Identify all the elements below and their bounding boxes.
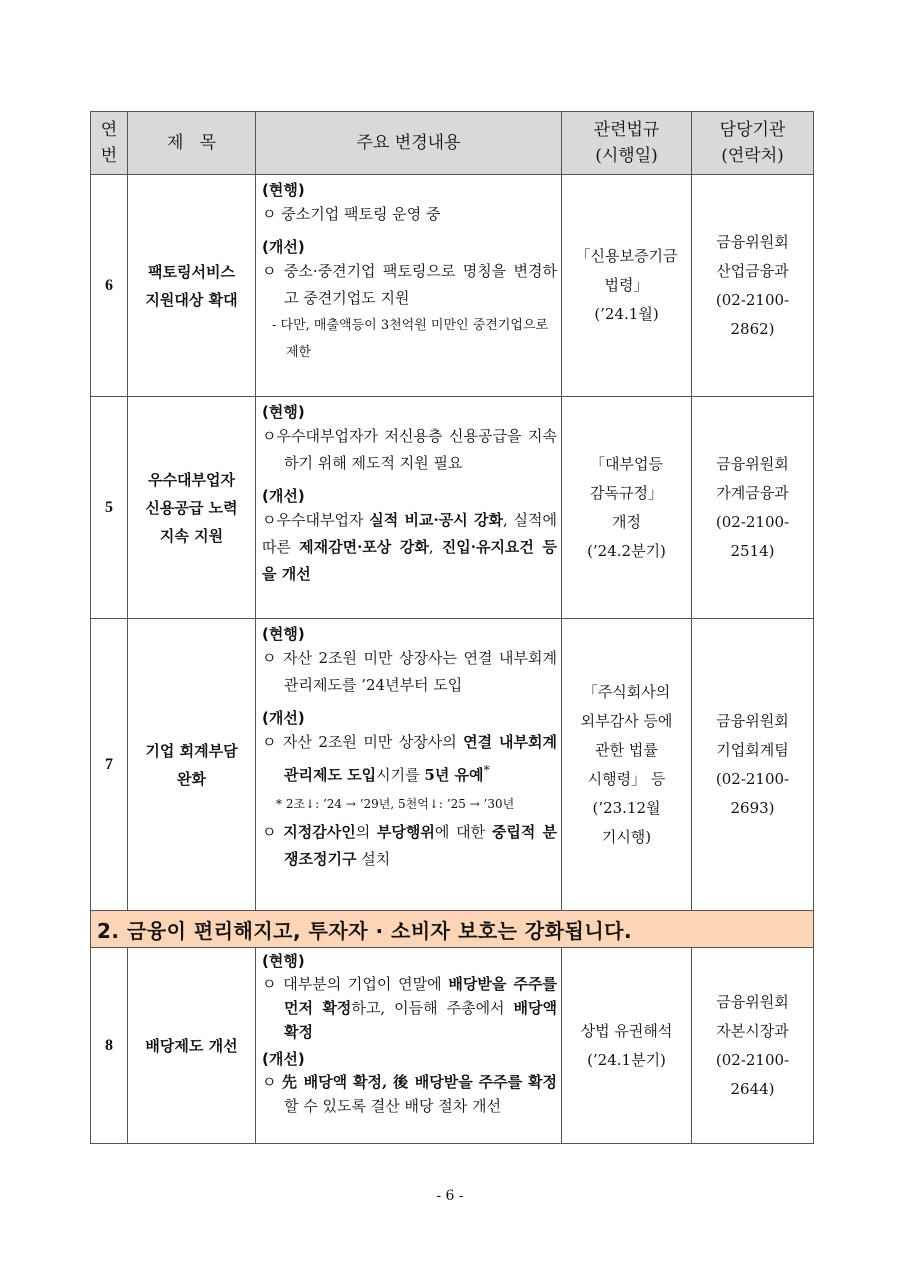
- current-label: (현행): [262, 625, 305, 643]
- row-law: 「대부업등 감독규정」 개정 (’24.2분기): [562, 397, 692, 619]
- header-org: 담당기관 (연락처): [692, 112, 814, 175]
- current-label: (현행): [262, 952, 305, 970]
- current-item: ㅇ 자산 2조원 미만 상장사는 연결 내부회계관리제도를 ’24년부터 도입: [262, 649, 557, 694]
- improve-item: ㅇ 자산 2조원 미만 상장사의 연결 내부회계관리제도 도입시기를 5년 유예*: [262, 733, 557, 784]
- header-no: 연 번: [91, 112, 128, 175]
- row-number: 5: [91, 397, 128, 619]
- table-row: [91, 948, 814, 1144]
- improve-label: (개선): [262, 487, 305, 505]
- improve-label: (개선): [262, 709, 305, 727]
- row-org: 금융위원회 산업금융과 (02-2100- 2862): [692, 175, 814, 397]
- improve-item: ㅇ우수대부업자 실적 비교·공시 강화, 실적에 따른 제재감면·포상 강화, 진입·유지요건 등을 개선: [262, 511, 557, 583]
- improve-label: (개선): [262, 238, 305, 256]
- row-org: 금융위원회 자본시장과 (02-2100- 2644): [692, 948, 814, 1144]
- row-org: 금융위원회 기업회계팀 (02-2100- 2693): [692, 619, 814, 911]
- improve-item-2: ㅇ 지정감사인의 부당행위에 대한 중립적 분쟁조정기구 설치: [262, 823, 557, 868]
- section-header-row: [91, 911, 814, 948]
- table-row: [91, 175, 814, 397]
- current-item: ㅇ 대부분의 기업이 연말에 배당받을 주주를 먼저 확정하고, 이듬해 주총에서 배당액 확정: [262, 975, 558, 1041]
- row-content: [256, 175, 562, 397]
- section-title: 2. 금융이 편리해지고, 투자자 · 소비자 보호는 강화됩니다.: [91, 911, 814, 948]
- row-content: [256, 948, 562, 1144]
- current-label: (현행): [262, 181, 305, 199]
- row-law: 상법 유권해석 (’24.1분기): [562, 948, 692, 1144]
- improve-item: ㅇ 先 배당액 확정, 後 배당받을 주주를 확정할 수 있도록 결산 배당 절차 개선: [262, 1073, 557, 1115]
- row-law: 「주식회사의 외부감사 등에 관한 법률 시행령」 등 (’23.12월 기시행): [562, 619, 692, 911]
- row-number: 8: [91, 948, 128, 1144]
- table-row: [91, 397, 814, 619]
- footnote: * 2조↓: ’24 → ’29년, 5천억↓: ’25 → ’30년: [276, 797, 515, 811]
- row-number: 7: [91, 619, 128, 911]
- row-org: 금융위원회 가계금융과 (02-2100- 2514): [692, 397, 814, 619]
- row-content: [256, 397, 562, 619]
- row-content: [256, 619, 562, 911]
- improve-label: (개선): [262, 1050, 305, 1068]
- sub-item: - 다만, 매출액등이 3천억원 미만인 중견기업으로 제한: [272, 318, 549, 360]
- row-number: 6: [91, 175, 128, 397]
- row-title: 기업 회계부담 완화: [128, 619, 256, 911]
- policy-table: [90, 111, 814, 1144]
- current-item: ㅇ 중소기업 팩토링 운영 중: [262, 205, 441, 223]
- current-label: (현행): [262, 403, 305, 421]
- improve-item: ㅇ 중소·중견기업 팩토링으로 명칭을 변경하고 중견기업도 지원: [262, 262, 557, 307]
- current-item: ㅇ우수대부업자가 저신용층 신용공급을 지속하기 위해 제도적 지원 필요: [262, 427, 557, 472]
- row-title: 팩토링서비스 지원대상 확대: [128, 175, 256, 397]
- header-content: 주요 변경내용: [256, 112, 562, 175]
- row-law: 「신용보증기금 법령」 (’24.1월): [562, 175, 692, 397]
- header-law: 관련법규 (시행일): [562, 112, 692, 175]
- header-title: 제 목: [128, 112, 256, 175]
- row-title: 배당제도 개선: [128, 948, 256, 1144]
- table-row: [91, 619, 814, 911]
- row-title: 우수대부업자 신용공급 노력 지속 지원: [128, 397, 256, 619]
- page-number: - 6 -: [436, 1188, 464, 1204]
- header-row: [91, 112, 814, 175]
